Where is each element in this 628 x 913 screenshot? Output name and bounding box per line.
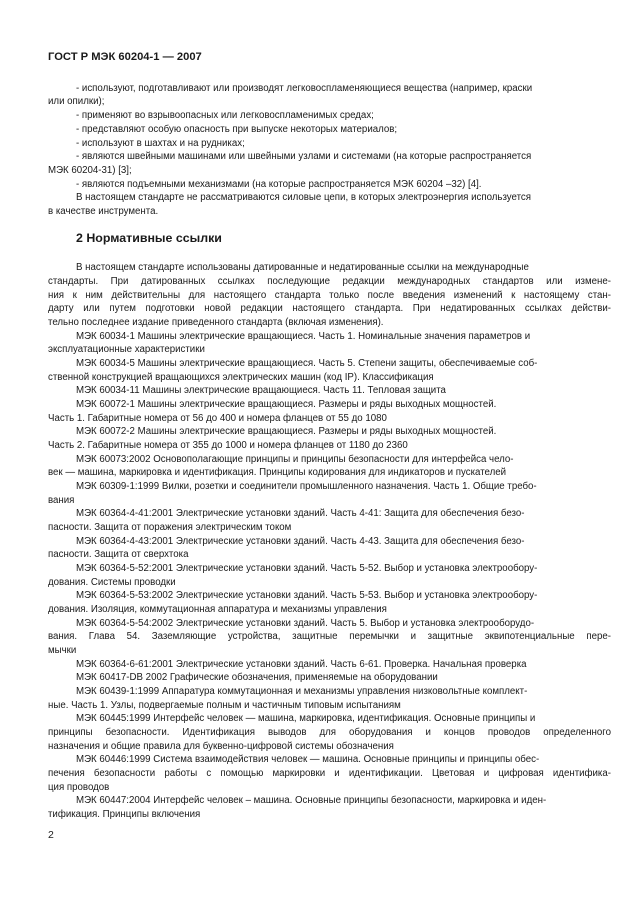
- body-line: мычки: [48, 645, 77, 656]
- body-line: МЭК 60364-4-43:2001 Электрические установки зданий. Часть 4-43. Защита для обеспечения безо-: [76, 536, 525, 547]
- body-line: Часть 2. Габаритные номера от 355 до 1000 и номера фланцев от 1180 до 2360: [48, 440, 408, 451]
- body-line: эксплуатационные характеристики: [48, 344, 205, 355]
- body-line: МЭК 60072-2 Машины электрические вращающиеся. Размеры и ряды выходных мощностей.: [76, 426, 497, 437]
- body-line: МЭК 60439-1:1999 Аппаратура коммутационная и механизмы управления низковольтные комплект-: [76, 686, 528, 697]
- body-line: МЭК 60364-6-61:2001 Электрические установки зданий. Часть 6-61. Проверка. Начальная проверка: [76, 659, 527, 670]
- intro-line: - являются швейными машинами или швейными узлами и системами (на которые распространяется: [76, 151, 532, 162]
- body-line: печения безопасности работы с помощью маркировки и идентификации. Цветовая и цифровая идентифика-: [48, 768, 611, 779]
- body-line: МЭК 60034-5 Машины электрические вращающиеся. Часть 5. Степени защиты, обеспечиваемые соб-: [76, 358, 538, 369]
- body-line: МЭК 60309-1:1999 Вилки, розетки и соединители промышленного назначения. Часть 1. Общие требо-: [76, 481, 537, 492]
- intro-line: - используют, подготавливают или производят легковоспламеняющиеся вещества (например, краски: [76, 83, 533, 94]
- body-line: пасности. Защита от поражения электрическим током: [48, 522, 292, 533]
- body-line: МЭК 60447:2004 Интерфейс человек – машина. Основные принципы безопасности, маркировка и иден-: [76, 795, 547, 806]
- intro-line: - используют в шахтах и на рудниках;: [76, 138, 245, 149]
- body-line: МЭК 60364-5-52:2001 Электрические установки зданий. Часть 5-52. Выбор и установка электрообору-: [76, 563, 538, 574]
- body-line: дования. Изоляция, коммутационная аппаратура и механизмы управления: [48, 604, 387, 615]
- body-line: вания. Глава 54. Заземляющие устройства, защитные перемычки и защитные эквипотенциальные пере-: [48, 631, 611, 642]
- body-line: вания: [48, 495, 75, 506]
- body-line: ные. Часть 1. Узлы, подвергаемые полным и частичным типовым испытаниям: [48, 700, 401, 711]
- body-line: дования. Системы проводки: [48, 577, 176, 588]
- intro-line: в качестве инструмента.: [48, 206, 159, 217]
- intro-line: - являются подъемными механизмами (на которые распространяется МЭК 60204 –32) [4].: [76, 179, 482, 190]
- body-line: тификация. Принципы включения: [48, 809, 201, 820]
- body-line: МЭК 60034-1 Машины электрические вращающиеся. Часть 1. Номинальные значения параметров и: [76, 331, 531, 342]
- body-line: тельно последнее издание приведенного стандарта (включая изменения).: [48, 317, 384, 328]
- body-line: МЭК 60073:2002 Основополагающие принципы и принципы безопасности для интерфейса чело-: [76, 454, 514, 465]
- intro-line: В настоящем стандарте не рассматриваются силовые цепи, в которых электроэнергия используется: [76, 192, 532, 203]
- body-line: МЭК 60072-1 Машины электрические вращающиеся. Размеры и ряды выходных мощностей.: [76, 399, 497, 410]
- body-line: пасности. Защита от сверхтока: [48, 549, 189, 560]
- intro-line: - применяют во взрывоопасных или легковоспламенимых средах;: [76, 110, 374, 121]
- body-line: ния к ним действительны для настоящего стандарта только после введения изменений к настоящему стан-: [48, 290, 611, 301]
- body-line: МЭК 60417-DB 2002 Графические обозначения, применяемые на оборудовании: [76, 672, 438, 683]
- body-line: назначения и общие правила для буквенно-цифровой системы обозначения: [48, 741, 394, 752]
- body-line: МЭК 60445:1999 Интерфейс человек — машина, маркировка, идентификация. Основные принципы и: [76, 713, 536, 724]
- intro-line: или опилки);: [48, 96, 105, 107]
- body-line: дарту или путем подготовки новой редакции настоящего стандарта. При недатированных ссылках действи-: [48, 303, 611, 314]
- page-number: 2: [48, 829, 54, 841]
- section-heading: 2 Нормативные ссылки: [76, 231, 222, 245]
- body-line: МЭК 60364-5-53:2002 Электрические установки зданий. Часть 5-53. Выбор и установка электрообору-: [76, 590, 538, 601]
- body-line: МЭК 60364-5-54:2002 Электрические установки зданий. Часть 5. Выбор и установка электрооборудо-: [76, 618, 535, 629]
- body-line: ция проводов: [48, 782, 110, 793]
- body-line: МЭК 60034-11 Машины электрические вращающиеся. Часть 11. Тепловая защита: [76, 385, 446, 396]
- document-header: ГОСТ Р МЭК 60204-1 — 2007: [48, 51, 202, 63]
- body-line: В настоящем стандарте использованы датированные и недатированные ссылки на международные: [76, 262, 529, 273]
- body-line: принципы безопасности. Идентификация выводов для оборудования и концов проводов определенного: [48, 727, 611, 738]
- body-line: МЭК 60446:1999 Система взаимодействия человек — машина. Основные принципы и принципы обес-: [76, 754, 540, 765]
- intro-line: - представляют особую опасность при выпуске некоторых материалов;: [76, 124, 398, 135]
- body-line: ственной конструкцией вращающихся электрических машин (код IP). Классификация: [48, 372, 434, 383]
- intro-line: МЭК 60204-31) [3];: [48, 165, 132, 176]
- body-line: Часть 1. Габаритные номера от 56 до 400 и номера фланцев от 55 до 1080: [48, 413, 387, 424]
- body-line: стандарты. При датированных ссылках последующие редакции международных стандартов или измене-: [48, 276, 611, 287]
- body-line: МЭК 60364-4-41:2001 Электрические установки зданий. Часть 4-41: Защита для обеспечения безо-: [76, 508, 525, 519]
- body-line: век — машина, маркировка и идентификация. Принципы кодирования для индикаторов и пускателей: [48, 467, 507, 478]
